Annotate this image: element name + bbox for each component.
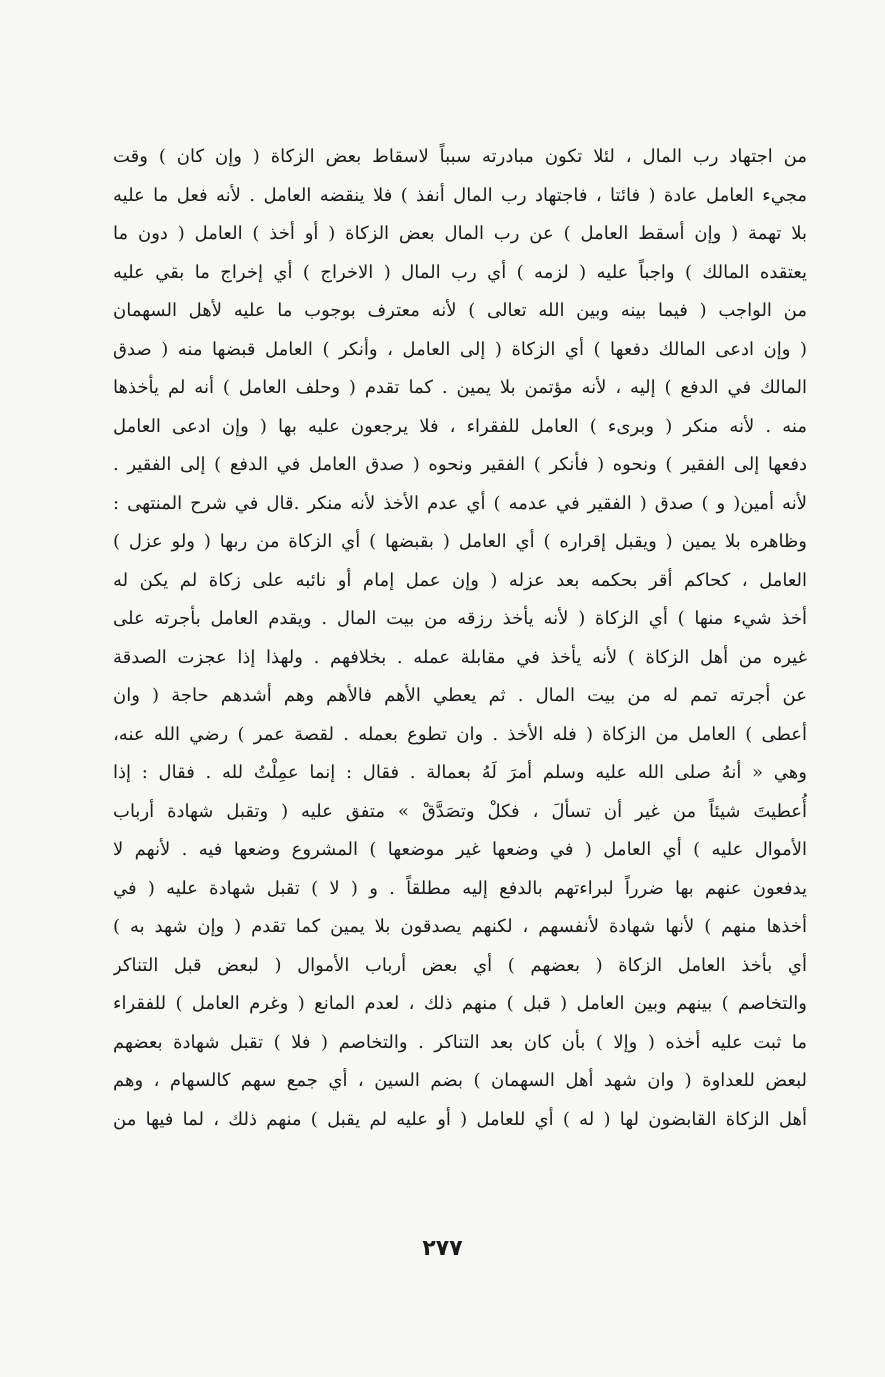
text-line: العامل ، كحاكم أقر بحكمه بعد عزله ( وإن عمل إمام أو نائبه على زكاة لم يكن له [113, 569, 807, 591]
text-line: ( وإن ادعى المالك دفعها ) أي الزكاة ( إلى العامل ، وأنكر ) العامل قبضها منه ( صدق [113, 338, 807, 360]
text-line: مجيء العامل عادة ( فائتا ، فاجتهاد رب المال أنفذ ) فلا ينقضه العامل . لأنه فعل ما عليه [113, 184, 807, 206]
body-text [113, 138, 807, 1139]
text-line: غيره من أهل الزكاة ) لأنه يأخذ في مقابلة عمله . بخلافهم . ولهذا إذا عجزت الصدقة [113, 646, 807, 668]
text-line: المالك في الدفع ) إليه ، لأنه مؤتمن بلا يمين . كما تقدم ( وحلف العامل ) أنه لم يأخذها [113, 377, 807, 398]
text-line: وظاهره بلا يمين ( ويقبل إقراره ) أي العامل ( بقبضها ) أي الزكاة من ربها ( ولو عزل ) [113, 531, 807, 552]
text-line: منه . لأنه منكر ( وبرىء ) العامل للفقراء ، فلا يرجعون عليه بها ( وإن ادعى العامل [113, 415, 807, 437]
text-line: من اجتهاد رب المال ، لئلا تكون مبادرته سبباً لاسقاط بعض الزكاة ( وإن كان ) وقت [113, 146, 807, 167]
text-line: عن أجرته تمم له من بيت المال . ثم يعطي الأهم فالأهم وهم أشدهم حاجة ( وان [113, 685, 807, 706]
text-line: دفعها إلى الفقير ) ونحوه ( فأنكر ) الفقير ونحوه ( صدق العامل في الدفع ) إلى الفقير . [113, 454, 807, 475]
text-line: أخذها منهم ) لأنها شهادة لأنفسهم ، لكنهم يصدقون بلا يمين كما تقدم ( وإن شهد به ) [113, 916, 807, 937]
text-line: أهل الزكاة القابضون لها ( له ) أي للعامل ( أو عليه لم يقبل ) منهم ذلك ، لما فيها من [113, 1108, 807, 1130]
text-line: وهي « أنهُ صلى الله عليه وسلم أمرَ لَهُ بعمالة . فقال : إنما عمِلْتُ لله . فقال : إذا [113, 762, 807, 783]
text-line: لبعض للعداوة ( وان شهد أهل السهمان ) بضم السين ، أي جمع سهم كالسهام ، وهم [113, 1070, 807, 1091]
text-line: أُعطيتَ شيئاً من غير أن تسألَ ، فكلْ وتصَدَّقْ » متفق عليه ( وتقبل شهادة أرباب [113, 800, 807, 822]
text-line: ما ثبت عليه أخذه ( وإلا ) بأن كان بعد التناكر . والتخاصم ( فلا ) تقبل شهادة بعضهم [113, 1031, 807, 1053]
text-line: من الواجب ( فيما بينه وبين الله تعالى ) لأنه معترف بوجوب ما عليه لأهل السهمان [113, 300, 807, 321]
text-line: يعتقده المالك ) واجباً عليه ( لزمه ) أي رب المال ( الاخراج ) أي إخراج ما بقي عليه [113, 261, 807, 283]
text-line: أي بأخذ العامل الزكاة ( بعضهم ) أي بعض أرباب الأموال ( لبعض قبل التناكر [113, 954, 807, 976]
text-line: يدفعون عنهم بها ضرراً لبراءتهم بالدفع إليه مطلقاً . و ( لا ) تقبل شهادة عليه ( في [113, 877, 807, 899]
text-line: الأموال عليه ) أي العامل ( في وضعها غير موضعها ) المشروع وضعها فيه . لأنهم لا [113, 839, 807, 860]
text-line: أخذ شيء منها ) أي الزكاة ( لأنه يأخذ رزقه من بيت المال . ويقدم العامل بأجرته على [113, 608, 807, 629]
text-line: أعطى ) العامل من الزكاة ( فله الأخذ . وان تطوع بعمله . لقصة عمر ) رضي الله عنه، [113, 723, 807, 745]
text-line: بلا تهمة ( وإن أسقط العامل ) عن رب المال بعض الزكاة ( أو أخذ ) العامل ( دون ما [113, 223, 807, 244]
page-number: ٢٧٧ [422, 1236, 463, 1261]
text-line: والتخاصم ) بينهم وبين العامل ( قبل ) منهم ذلك ، لعدم المانع ( وغرم العامل ) للفقراء [113, 993, 807, 1014]
text-line: لأنه أمين( و ) صدق ( الفقير في عدمه ) أي عدم الأخذ لأنه منكر .قال في شرح المنتهى : [113, 492, 807, 514]
